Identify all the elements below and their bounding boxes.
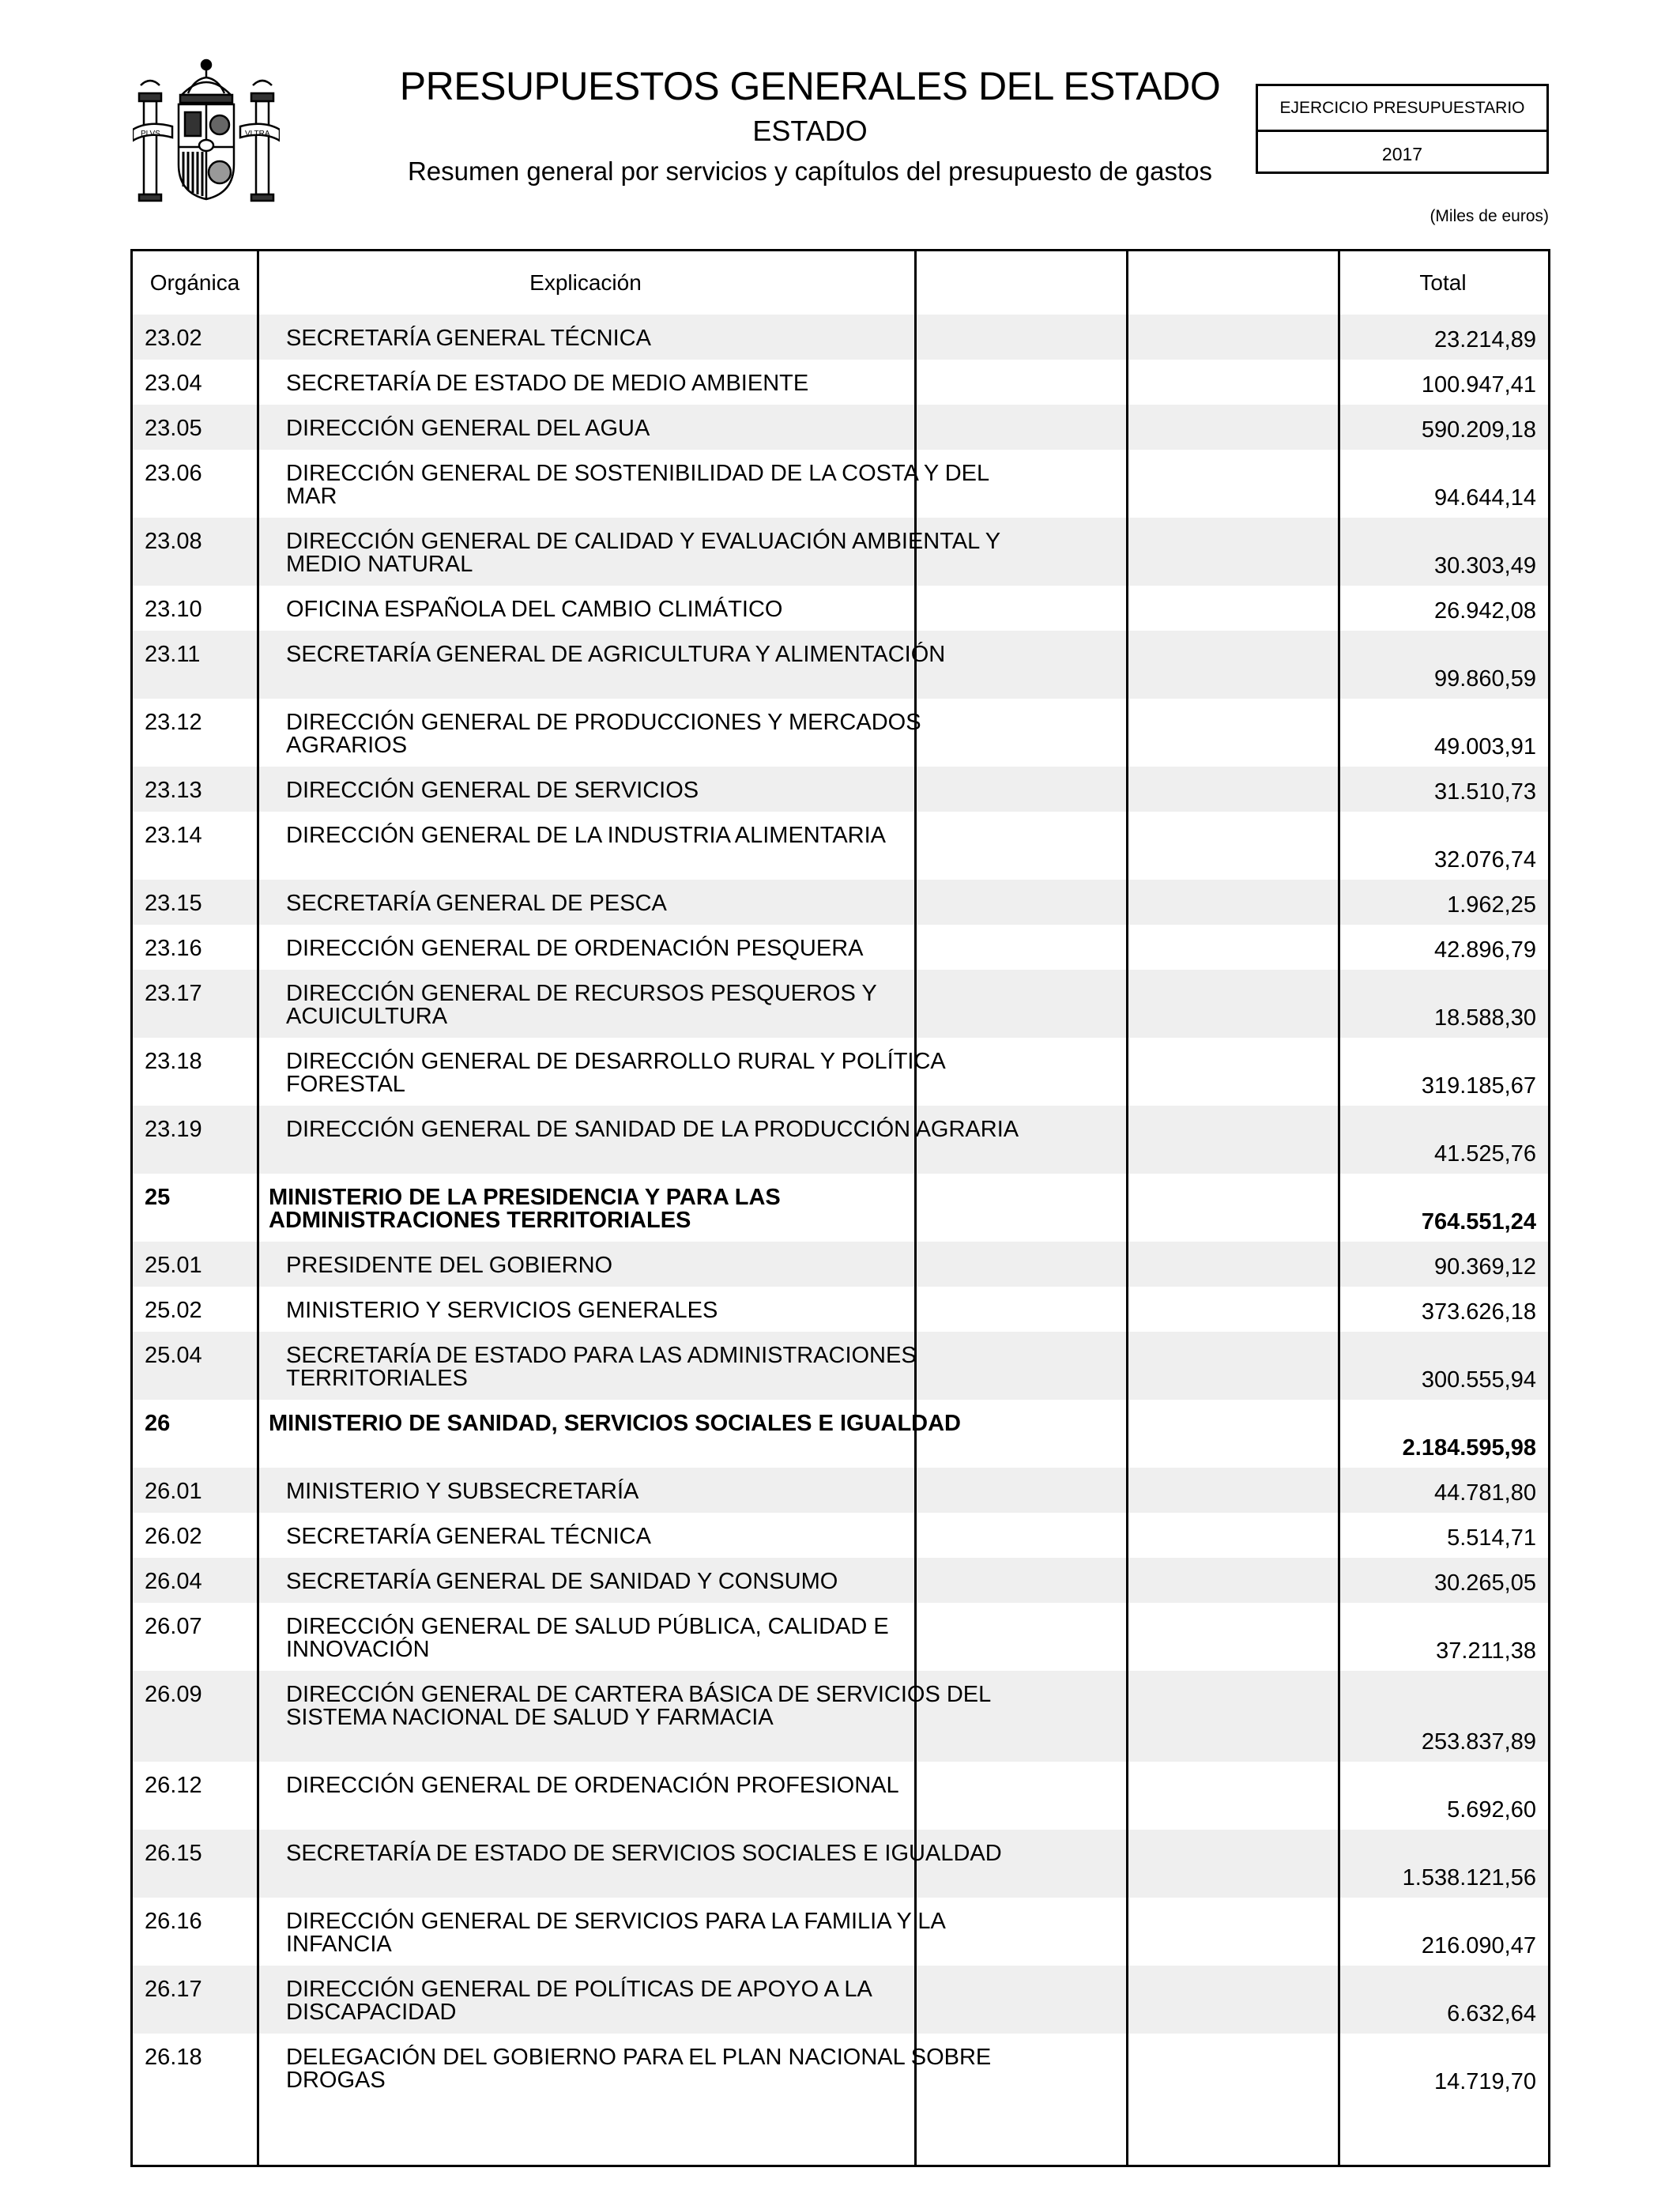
row-organica: 25.04 xyxy=(145,1343,202,1368)
row-organica: 23.04 xyxy=(145,371,202,396)
row-organica: 23.19 xyxy=(145,1117,202,1142)
table-header xyxy=(133,251,1548,317)
table-row xyxy=(133,450,1548,518)
row-explicacion: DIRECCIÓN GENERAL DE POLÍTICAS DE APOYO A LA DISCAPACIDAD xyxy=(286,1977,872,2025)
row-total: 99.860,59 xyxy=(1433,666,1536,692)
row-total: 100.947,41 xyxy=(1421,372,1536,398)
row-organica: 23.11 xyxy=(145,642,201,667)
table-row xyxy=(133,1603,1548,1671)
row-organica: 25.02 xyxy=(145,1298,202,1323)
table-row xyxy=(133,1513,1548,1558)
crest-ribbon-left: PLVS xyxy=(141,130,160,138)
row-organica: 23.05 xyxy=(145,416,202,441)
row-explicacion: DIRECCIÓN GENERAL DE CALIDAD Y EVALUACIÓN AMBIENTAL Y MEDIO NATURAL xyxy=(286,529,1000,577)
column-divider xyxy=(1126,251,1128,2165)
exercise-label: EJERCICIO PRESUPUESTARIO xyxy=(1258,86,1546,132)
row-total: 44.781,80 xyxy=(1433,1480,1536,1506)
row-total: 32.076,74 xyxy=(1433,847,1536,873)
crest-ribbon-right: VLTRA xyxy=(245,130,270,138)
row-total: 23.214,89 xyxy=(1433,327,1536,352)
table-row xyxy=(133,767,1548,812)
row-explicacion: DIRECCIÓN GENERAL DE RECURSOS PESQUEROS Y ACUICULTURA xyxy=(286,981,877,1029)
row-total: 30.265,05 xyxy=(1433,1570,1536,1596)
row-organica: 23.10 xyxy=(145,597,202,622)
table-row xyxy=(133,631,1548,699)
column-divider xyxy=(1338,251,1340,2165)
row-total: 94.644,14 xyxy=(1433,485,1536,511)
row-explicacion: DIRECCIÓN GENERAL DEL AGUA xyxy=(286,416,650,441)
row-explicacion: SECRETARÍA DE ESTADO DE MEDIO AMBIENTE xyxy=(286,371,809,396)
table-row xyxy=(133,1287,1548,1332)
row-organica: 25 xyxy=(145,1185,171,1210)
row-total: 2.184.595,98 xyxy=(1402,1435,1536,1461)
table-row xyxy=(133,812,1548,880)
row-total: 253.837,89 xyxy=(1421,1729,1536,1755)
table-row xyxy=(133,1762,1548,1830)
row-organica: 23.06 xyxy=(145,461,202,486)
row-explicacion: SECRETARÍA GENERAL DE SANIDAD Y CONSUMO xyxy=(286,1569,838,1594)
page-description: Resumen general por servicios y capítulos del presupuesto de gastos xyxy=(407,156,1213,186)
table-row xyxy=(133,1558,1548,1603)
table-row xyxy=(133,1468,1548,1513)
row-total: 49.003,91 xyxy=(1433,734,1536,760)
exercise-box xyxy=(1256,84,1549,174)
row-total: 5.514,71 xyxy=(1447,1525,1536,1551)
row-organica: 26.09 xyxy=(145,1682,202,1707)
row-total: 300.555,94 xyxy=(1421,1367,1536,1393)
table-row xyxy=(133,1106,1548,1174)
row-total: 590.209,18 xyxy=(1421,417,1536,443)
row-total: 14.719,70 xyxy=(1433,2069,1536,2094)
row-organica: 26.01 xyxy=(145,1479,202,1504)
table-row xyxy=(133,1830,1548,1898)
table-row xyxy=(133,1898,1548,1966)
column-divider xyxy=(257,251,259,2165)
table-row xyxy=(133,2034,1548,2102)
row-organica: 26.17 xyxy=(145,1977,202,2002)
row-total: 26.942,08 xyxy=(1433,598,1536,624)
row-organica: 26.02 xyxy=(145,1524,202,1549)
row-total: 41.525,76 xyxy=(1433,1141,1536,1167)
row-organica: 23.13 xyxy=(145,778,202,803)
row-organica: 23.12 xyxy=(145,710,202,735)
row-total: 18.588,30 xyxy=(1433,1005,1536,1031)
row-explicacion: SECRETARÍA DE ESTADO DE SERVICIOS SOCIALES E IGUALDAD xyxy=(286,1841,1002,1866)
row-explicacion: SECRETARÍA GENERAL TÉCNICA xyxy=(286,1524,651,1549)
row-explicacion: PRESIDENTE DEL GOBIERNO xyxy=(286,1253,613,1278)
table-row xyxy=(133,1174,1548,1242)
row-organica: 23.15 xyxy=(145,891,202,916)
row-total: 5.692,60 xyxy=(1447,1797,1536,1823)
column-header-organica: Orgánica xyxy=(149,270,240,295)
column-header-explicacion: Explicación xyxy=(529,270,642,295)
table-row xyxy=(133,1242,1548,1287)
table-row xyxy=(133,586,1548,631)
row-organica: 23.18 xyxy=(145,1049,202,1074)
row-total: 216.090,47 xyxy=(1421,1933,1536,1958)
row-explicacion: MINISTERIO DE LA PRESIDENCIA Y PARA LAS ADMINISTRACIONES TERRITORIALES xyxy=(269,1185,781,1233)
units-label: (Miles de euros) xyxy=(1430,207,1549,225)
row-explicacion: DELEGACIÓN DEL GOBIERNO PARA EL PLAN NACIONAL SOBRE DROGAS xyxy=(286,2045,992,2093)
row-explicacion: DIRECCIÓN GENERAL DE SANIDAD DE LA PRODUCCIÓN AGRARIA xyxy=(286,1117,1019,1142)
row-explicacion: MINISTERIO Y SUBSECRETARÍA xyxy=(286,1479,639,1504)
table-body xyxy=(133,315,1548,2102)
row-organica: 26.18 xyxy=(145,2045,202,2070)
row-total: 31.510,73 xyxy=(1433,779,1536,805)
row-explicacion: MINISTERIO Y SERVICIOS GENERALES xyxy=(286,1298,718,1323)
row-explicacion: DIRECCIÓN GENERAL DE CARTERA BÁSICA DE SERVICIOS DEL SISTEMA NACIONAL DE SALUD Y FARMACIA xyxy=(286,1682,991,1730)
row-explicacion: DIRECCIÓN GENERAL DE LA INDUSTRIA ALIMENTARIA xyxy=(286,823,886,848)
coat-of-arms-icon xyxy=(133,54,280,204)
page-title: PRESUPUESTOS GENERALES DEL ESTADO xyxy=(399,64,1221,108)
table-row xyxy=(133,1966,1548,2034)
row-explicacion: DIRECCIÓN GENERAL DE SERVICIOS PARA LA FAMILIA Y LA INFANCIA xyxy=(286,1909,945,1957)
table-row xyxy=(133,970,1548,1038)
table-row xyxy=(133,518,1548,586)
row-organica: 23.14 xyxy=(145,823,202,848)
row-organica: 25.01 xyxy=(145,1253,202,1278)
row-explicacion: SECRETARÍA DE ESTADO PARA LAS ADMINISTRACIONES TERRITORIALES xyxy=(286,1343,917,1391)
row-explicacion: MINISTERIO DE SANIDAD, SERVICIOS SOCIALES E IGUALDAD xyxy=(269,1411,962,1436)
row-total: 1.962,25 xyxy=(1447,892,1536,918)
row-organica: 26.16 xyxy=(145,1909,202,1934)
row-organica: 26.12 xyxy=(145,1773,202,1798)
row-explicacion: DIRECCIÓN GENERAL DE ORDENACIÓN PESQUERA xyxy=(286,936,864,961)
column-header-total: Total xyxy=(1419,270,1467,295)
row-explicacion: SECRETARÍA GENERAL DE AGRICULTURA Y ALIMENTACIÓN xyxy=(286,642,946,667)
row-organica: 26.15 xyxy=(145,1841,202,1866)
table-row xyxy=(133,315,1548,360)
table-row xyxy=(133,699,1548,767)
table-row xyxy=(133,1400,1548,1468)
row-total: 1.538.121,56 xyxy=(1402,1865,1536,1891)
row-total: 42.896,79 xyxy=(1433,937,1536,963)
budget-table xyxy=(130,249,1550,2167)
row-explicacion: DIRECCIÓN GENERAL DE ORDENACIÓN PROFESIONAL xyxy=(286,1773,899,1798)
row-organica: 26 xyxy=(145,1411,171,1436)
row-organica: 26.07 xyxy=(145,1614,202,1639)
row-organica: 26.04 xyxy=(145,1569,202,1594)
row-explicacion: SECRETARÍA GENERAL DE PESCA xyxy=(286,891,667,916)
row-explicacion: SECRETARÍA GENERAL TÉCNICA xyxy=(286,326,651,351)
row-explicacion: OFICINA ESPAÑOLA DEL CAMBIO CLIMÁTICO xyxy=(286,597,783,622)
table-row xyxy=(133,405,1548,450)
table-row xyxy=(133,360,1548,405)
row-explicacion: DIRECCIÓN GENERAL DE SERVICIOS xyxy=(286,778,699,803)
column-divider xyxy=(914,251,917,2165)
row-explicacion: DIRECCIÓN GENERAL DE PRODUCCIONES Y MERCADOS AGRARIOS xyxy=(286,710,921,758)
column-header-empty-2 xyxy=(1126,251,1338,315)
row-organica: 23.02 xyxy=(145,326,202,351)
exercise-year: 2017 xyxy=(1381,143,1423,164)
row-total: 764.551,24 xyxy=(1421,1209,1536,1235)
row-total: 90.369,12 xyxy=(1433,1254,1536,1280)
row-total: 319.185,67 xyxy=(1421,1073,1536,1099)
row-organica: 23.17 xyxy=(145,981,202,1006)
page-subtitle: ESTADO xyxy=(752,115,868,147)
row-explicacion: DIRECCIÓN GENERAL DE DESARROLLO RURAL Y POLÍTICA FORESTAL xyxy=(286,1049,945,1097)
table-row xyxy=(133,1038,1548,1106)
row-organica: 23.08 xyxy=(145,529,202,554)
table-row xyxy=(133,880,1548,925)
column-header-empty-1 xyxy=(914,251,1126,315)
row-total: 37.211,38 xyxy=(1436,1638,1536,1664)
table-row xyxy=(133,1671,1548,1762)
table-row xyxy=(133,1332,1548,1400)
row-total: 373.626,18 xyxy=(1421,1299,1536,1325)
row-explicacion: DIRECCIÓN GENERAL DE SALUD PÚBLICA, CALIDAD E INNOVACIÓN xyxy=(286,1614,889,1662)
row-total: 30.303,49 xyxy=(1433,553,1536,579)
row-explicacion: DIRECCIÓN GENERAL DE SOSTENIBILIDAD DE LA COSTA Y DEL MAR xyxy=(286,461,989,509)
row-total: 6.632,64 xyxy=(1447,2001,1536,2026)
row-organica: 23.16 xyxy=(145,936,202,961)
table-row xyxy=(133,925,1548,970)
